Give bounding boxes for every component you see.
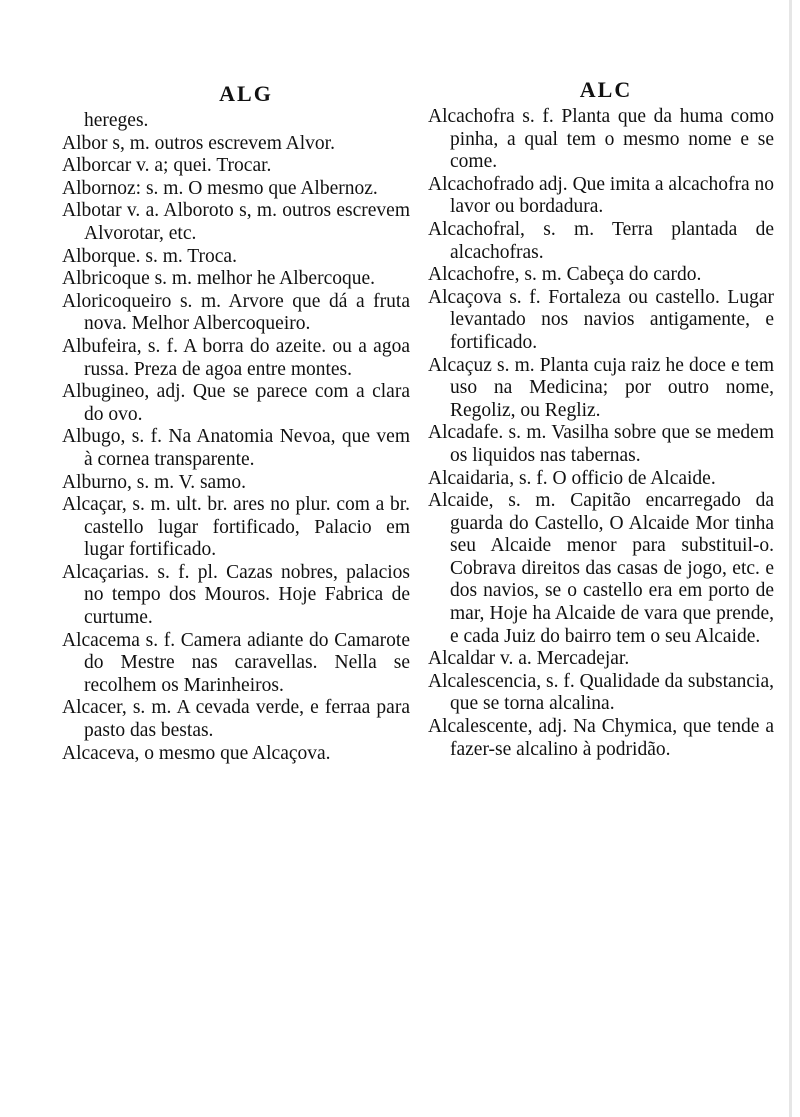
entry: hereges. <box>84 110 149 131</box>
entry: Alborcar v. a; quei. Trocar. <box>62 155 272 177</box>
entry: Albornoz: s. m. O mesmo que Albernoz. <box>62 177 378 199</box>
entry: Albotar v. a. Alboroto s, m. outros escrevem Alvorotar, etc. <box>62 200 410 244</box>
entry: Alborque. s. m. Troca. <box>62 245 237 267</box>
page-edge-shadow <box>789 0 792 1117</box>
entry: Aloricoqueiro s. m. Arvore que dá a fruta nova. Melhor Albercoqueiro. <box>62 290 410 335</box>
entry: Alcaçarias. s. f. pl. Cazas nobres, palacios no tempo dos Mouros. Hoje Fabrica de curtume. <box>62 561 410 629</box>
entry: Albor s, m. outros escrevem Alvor. <box>62 132 335 154</box>
entry: Alcadafe. s. m. Vasilha sobre que se medem os liquidos nas tabernas. <box>428 422 774 466</box>
entry: Alcaldar v. a. Mercadejar. <box>428 648 630 670</box>
entry: Alcachofre, s. m. Cabeça do cardo. <box>428 264 702 286</box>
entry: Alcacema s. f. Camera adiante do Camarote do Mestre nas caravellas. Nella se recolhem os Marinheiros. <box>62 629 410 696</box>
entry: Alcaçova s. f. Fortaleza ou castello. Lugar levantado nos navios antigamente, e fortificado. <box>428 286 774 353</box>
left-column <box>62 80 410 765</box>
entry: Albugo, s. f. Na Anatomia Nevoa, que vem à cornea transparente. <box>62 426 410 470</box>
entry: Albugineo, adj. Que se parece com a clara do ovo. <box>62 381 410 425</box>
entry: Albufeira, s. f. A borra do azeite. ou a agoa russa. Preza de agoa entre montes. <box>62 335 410 380</box>
right-entry-list <box>428 106 774 761</box>
entry: Alburno, s. m. V. samo. <box>62 471 247 493</box>
entry: Alcalescente, adj. Na Chymica, que tende a fazer-se alcalino à podridão. <box>428 716 774 760</box>
entry: Alcachofrado adj. Que imita a alcachofra no lavor ou bordadura. <box>428 173 774 218</box>
entry: Albricoque s. m. melhor he Albercoque. <box>62 268 375 290</box>
entry: Alcachofra s. f. Planta que da huma como pinha, a qual tem o mesmo nome e se come. <box>428 106 774 173</box>
entry: Alcaceva, o mesmo que Alcaçova. <box>62 742 331 764</box>
entry: Alcaide, s. m. Capitão encarregado da guarda do Castello, O Alcaide Mor tinha seu Alcaide menor para substituil-o. Cobrava direitos das casas de jogo, etc. e dos navios, se o castello era em porto de mar, Hoje ha Alcaide de vara que prende, e cada Juiz do bairro tem o seu Alcaide. <box>428 490 774 647</box>
left-entry-list <box>62 110 410 765</box>
right-column <box>428 77 774 761</box>
entry: Alcalescencia, s. f. Qualidade da substancia, que se torna alcalina. <box>428 670 774 715</box>
entry: Alcaçuz s. m. Planta cuja raiz he doce e tem uso na Medicina; por outro nome, Regoliz, ou Regliz. <box>428 354 774 421</box>
entry: Alcacer, s. m. A cevada verde, e ferraa para pasto das bestas. <box>62 697 410 742</box>
entry: Alcachofral, s. m. Terra plantada de alcachofras. <box>428 218 774 263</box>
entry: Alcaidaria, s. f. O officio de Alcaide. <box>428 467 716 489</box>
entry: Alcaçar, s. m. ult. br. ares no plur. com a br. castello lugar fortificado, Palacio em lugar fortificado. <box>62 494 410 561</box>
left-column-header: ALG <box>219 81 273 106</box>
right-column-header: ALC <box>579 77 633 102</box>
